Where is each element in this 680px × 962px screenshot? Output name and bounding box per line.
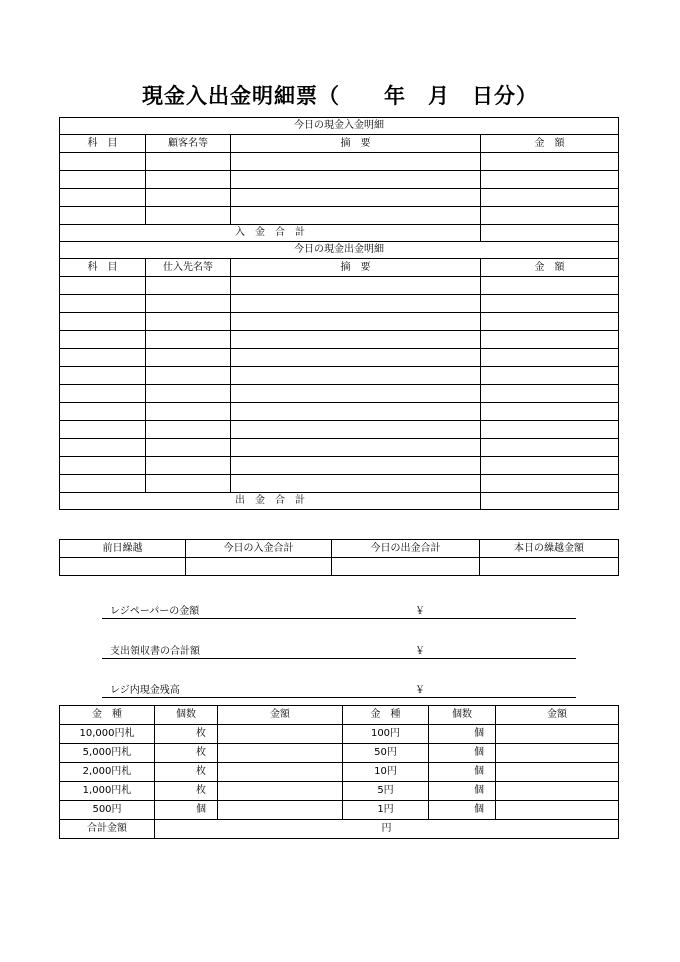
supplier-cell[interactable] bbox=[146, 421, 231, 439]
account-cell[interactable] bbox=[60, 313, 146, 331]
supplier-cell[interactable] bbox=[146, 313, 231, 331]
account-cell[interactable] bbox=[60, 189, 146, 207]
description-cell[interactable] bbox=[231, 403, 481, 421]
payments-total-label: 出 金 合 計 bbox=[60, 493, 481, 510]
receipts-section bbox=[60, 118, 619, 153]
amount-cell[interactable] bbox=[481, 475, 619, 493]
receipts-header-row bbox=[60, 135, 619, 153]
grand-total-cell[interactable]: 円 bbox=[155, 820, 619, 839]
denomination-label: 2,000円札 bbox=[60, 763, 155, 782]
table-row bbox=[60, 171, 619, 189]
description-cell[interactable] bbox=[231, 313, 481, 331]
customer-cell[interactable] bbox=[146, 171, 231, 189]
receipts-total-cell[interactable] bbox=[481, 225, 619, 242]
denomination-label: 500円 bbox=[60, 801, 155, 820]
description-cell[interactable] bbox=[231, 457, 481, 475]
denomination-label: 1円 bbox=[343, 801, 429, 820]
table-row bbox=[60, 349, 619, 367]
header-amount: 金額 bbox=[218, 706, 343, 725]
description-cell[interactable] bbox=[231, 295, 481, 313]
payments-section-title: 今日の現金出金明細 bbox=[60, 242, 619, 259]
amount-cell[interactable] bbox=[496, 782, 619, 801]
header-denomination: 金 種 bbox=[343, 706, 429, 725]
table-row bbox=[60, 403, 619, 421]
register-cash-balance-label: レジ内現金残高 bbox=[110, 685, 180, 696]
account-cell[interactable] bbox=[60, 475, 146, 493]
payments-total-cell[interactable] bbox=[481, 493, 619, 510]
table-row bbox=[60, 763, 619, 782]
expense-receipts-total-label: 支出領収書の合計額 bbox=[110, 646, 200, 657]
header-count: 個数 bbox=[155, 706, 218, 725]
description-cell[interactable] bbox=[231, 171, 481, 189]
header-today-carryover: 本日の繰越金額 bbox=[480, 540, 619, 558]
amount-cell[interactable] bbox=[481, 349, 619, 367]
previous-carryover-cell[interactable] bbox=[60, 558, 186, 576]
receipts-total-label: 入 金 合 計 bbox=[60, 225, 481, 242]
denomination-label: 50円 bbox=[343, 744, 429, 763]
description-cell[interactable] bbox=[231, 475, 481, 493]
amount-cell[interactable] bbox=[481, 295, 619, 313]
table-row bbox=[60, 439, 619, 457]
header-today-payments-total: 今日の出金合計 bbox=[332, 540, 480, 558]
header-today-receipts-total: 今日の入金合計 bbox=[186, 540, 332, 558]
header-description: 摘 要 bbox=[231, 135, 481, 153]
count-cell[interactable]: 枚 bbox=[155, 725, 218, 744]
account-cell[interactable] bbox=[60, 439, 146, 457]
receipts-section-title: 今日の現金入金明細 bbox=[60, 118, 619, 135]
description-cell[interactable] bbox=[231, 349, 481, 367]
table-row bbox=[60, 189, 619, 207]
table-row bbox=[60, 153, 619, 171]
denomination-total-row bbox=[60, 820, 619, 839]
table-row bbox=[60, 801, 619, 820]
today-carryover-cell[interactable] bbox=[480, 558, 619, 576]
supplier-cell[interactable] bbox=[146, 277, 231, 295]
amount-cell[interactable] bbox=[496, 763, 619, 782]
receipts-total bbox=[60, 225, 619, 277]
denomination-label: 100円 bbox=[343, 725, 429, 744]
header-amount: 金 額 bbox=[481, 259, 619, 277]
description-cell[interactable] bbox=[231, 189, 481, 207]
yen-sign: ￥ bbox=[415, 646, 425, 657]
amount-cell[interactable] bbox=[481, 421, 619, 439]
supplier-cell[interactable] bbox=[146, 349, 231, 367]
supplier-cell[interactable] bbox=[146, 403, 231, 421]
header-customer: 顧客名等 bbox=[146, 135, 231, 153]
amount-cell[interactable] bbox=[218, 782, 343, 801]
supplier-cell[interactable] bbox=[146, 475, 231, 493]
account-cell[interactable] bbox=[60, 385, 146, 403]
amount-cell[interactable] bbox=[481, 385, 619, 403]
yen-sign: ￥ bbox=[415, 606, 425, 617]
account-cell[interactable] bbox=[60, 295, 146, 313]
denomination-table bbox=[59, 705, 619, 839]
register-cash-balance-line[interactable] bbox=[102, 680, 576, 698]
amount-cell[interactable] bbox=[481, 153, 619, 171]
denomination-label: 10円 bbox=[343, 763, 429, 782]
amount-cell[interactable] bbox=[496, 744, 619, 763]
customer-cell[interactable] bbox=[146, 207, 231, 225]
description-cell[interactable] bbox=[231, 367, 481, 385]
table-row bbox=[60, 277, 619, 295]
amount-cell[interactable] bbox=[218, 801, 343, 820]
description-cell[interactable] bbox=[231, 439, 481, 457]
count-cell[interactable]: 個 bbox=[429, 725, 496, 744]
count-cell[interactable]: 枚 bbox=[155, 782, 218, 801]
count-cell[interactable]: 枚 bbox=[155, 763, 218, 782]
header-description: 摘 要 bbox=[231, 259, 481, 277]
register-paper-amount-line[interactable] bbox=[102, 601, 576, 619]
amount-cell[interactable] bbox=[481, 439, 619, 457]
amount-cell[interactable] bbox=[218, 763, 343, 782]
table-row bbox=[60, 475, 619, 493]
payments-header-row bbox=[60, 259, 619, 277]
customer-cell[interactable] bbox=[146, 153, 231, 171]
header-account: 科 目 bbox=[60, 259, 146, 277]
table-row bbox=[60, 295, 619, 313]
table-row bbox=[60, 725, 619, 744]
carryover-table bbox=[59, 539, 619, 576]
account-cell[interactable] bbox=[60, 207, 146, 225]
supplier-cell[interactable] bbox=[146, 331, 231, 349]
amount-cell[interactable] bbox=[481, 367, 619, 385]
amount-cell[interactable] bbox=[218, 744, 343, 763]
header-amount: 金 額 bbox=[481, 135, 619, 153]
amount-cell[interactable] bbox=[481, 277, 619, 295]
table-row bbox=[60, 385, 619, 403]
payments-rows bbox=[60, 277, 619, 493]
denomination-label: 5円 bbox=[343, 782, 429, 801]
table-row bbox=[60, 367, 619, 385]
account-cell[interactable] bbox=[60, 457, 146, 475]
count-cell[interactable]: 個 bbox=[429, 744, 496, 763]
amount-cell[interactable] bbox=[218, 725, 343, 744]
count-cell[interactable]: 個 bbox=[429, 801, 496, 820]
count-cell[interactable]: 個 bbox=[429, 763, 496, 782]
amount-cell[interactable] bbox=[496, 725, 619, 744]
carryover-header-row bbox=[60, 540, 619, 558]
table-row bbox=[60, 744, 619, 763]
amount-cell[interactable] bbox=[481, 331, 619, 349]
count-cell[interactable]: 個 bbox=[429, 782, 496, 801]
count-cell[interactable]: 枚 bbox=[155, 744, 218, 763]
account-cell[interactable] bbox=[60, 171, 146, 189]
customer-cell[interactable] bbox=[146, 189, 231, 207]
account-cell[interactable] bbox=[60, 331, 146, 349]
cash-detail-table bbox=[59, 117, 619, 510]
amount-cell[interactable] bbox=[481, 457, 619, 475]
denomination-label: 10,000円札 bbox=[60, 725, 155, 744]
denomination-rows bbox=[60, 725, 619, 820]
table-row bbox=[60, 782, 619, 801]
today-receipts-total-cell[interactable] bbox=[186, 558, 332, 576]
table-row bbox=[60, 421, 619, 439]
table-row bbox=[60, 207, 619, 225]
page-title: 現金入出金明細票（ 年 月 日分） bbox=[142, 83, 538, 108]
description-cell[interactable] bbox=[231, 421, 481, 439]
supplier-cell[interactable] bbox=[146, 295, 231, 313]
grand-total-label: 合計金額 bbox=[60, 820, 155, 839]
account-cell[interactable] bbox=[60, 367, 146, 385]
description-cell[interactable] bbox=[231, 277, 481, 295]
description-cell[interactable] bbox=[231, 385, 481, 403]
header-denomination: 金 種 bbox=[60, 706, 155, 725]
carryover-value-row bbox=[60, 558, 619, 576]
description-cell[interactable] bbox=[231, 207, 481, 225]
table-row bbox=[60, 331, 619, 349]
count-cell[interactable]: 個 bbox=[155, 801, 218, 820]
description-cell[interactable] bbox=[231, 153, 481, 171]
table-row bbox=[60, 457, 619, 475]
amount-cell[interactable] bbox=[496, 801, 619, 820]
supplier-cell[interactable] bbox=[146, 457, 231, 475]
account-cell[interactable] bbox=[60, 349, 146, 367]
account-cell[interactable] bbox=[60, 153, 146, 171]
payments-total bbox=[60, 493, 619, 510]
supplier-cell[interactable] bbox=[146, 439, 231, 457]
amount-cell[interactable] bbox=[481, 207, 619, 225]
header-count: 個数 bbox=[429, 706, 496, 725]
denomination-label: 1,000円札 bbox=[60, 782, 155, 801]
denomination-header-row bbox=[60, 706, 619, 725]
denomination-label: 5,000円札 bbox=[60, 744, 155, 763]
account-cell[interactable] bbox=[60, 403, 146, 421]
receipts-rows bbox=[60, 153, 619, 225]
header-amount: 金額 bbox=[496, 706, 619, 725]
expense-receipts-total-line[interactable] bbox=[102, 641, 576, 659]
header-account: 科 目 bbox=[60, 135, 146, 153]
yen-sign: ￥ bbox=[415, 685, 425, 696]
header-previous-carryover: 前日繰越 bbox=[60, 540, 186, 558]
amount-cell[interactable] bbox=[481, 313, 619, 331]
description-cell[interactable] bbox=[231, 331, 481, 349]
header-supplier: 仕入先名等 bbox=[146, 259, 231, 277]
account-cell[interactable] bbox=[60, 421, 146, 439]
amount-cell[interactable] bbox=[481, 403, 619, 421]
table-row bbox=[60, 313, 619, 331]
supplier-cell[interactable] bbox=[146, 367, 231, 385]
amount-cell[interactable] bbox=[481, 171, 619, 189]
account-cell[interactable] bbox=[60, 277, 146, 295]
today-payments-total-cell[interactable] bbox=[332, 558, 480, 576]
supplier-cell[interactable] bbox=[146, 385, 231, 403]
register-paper-amount-label: レジペーパーの金額 bbox=[110, 606, 200, 617]
amount-cell[interactable] bbox=[481, 189, 619, 207]
